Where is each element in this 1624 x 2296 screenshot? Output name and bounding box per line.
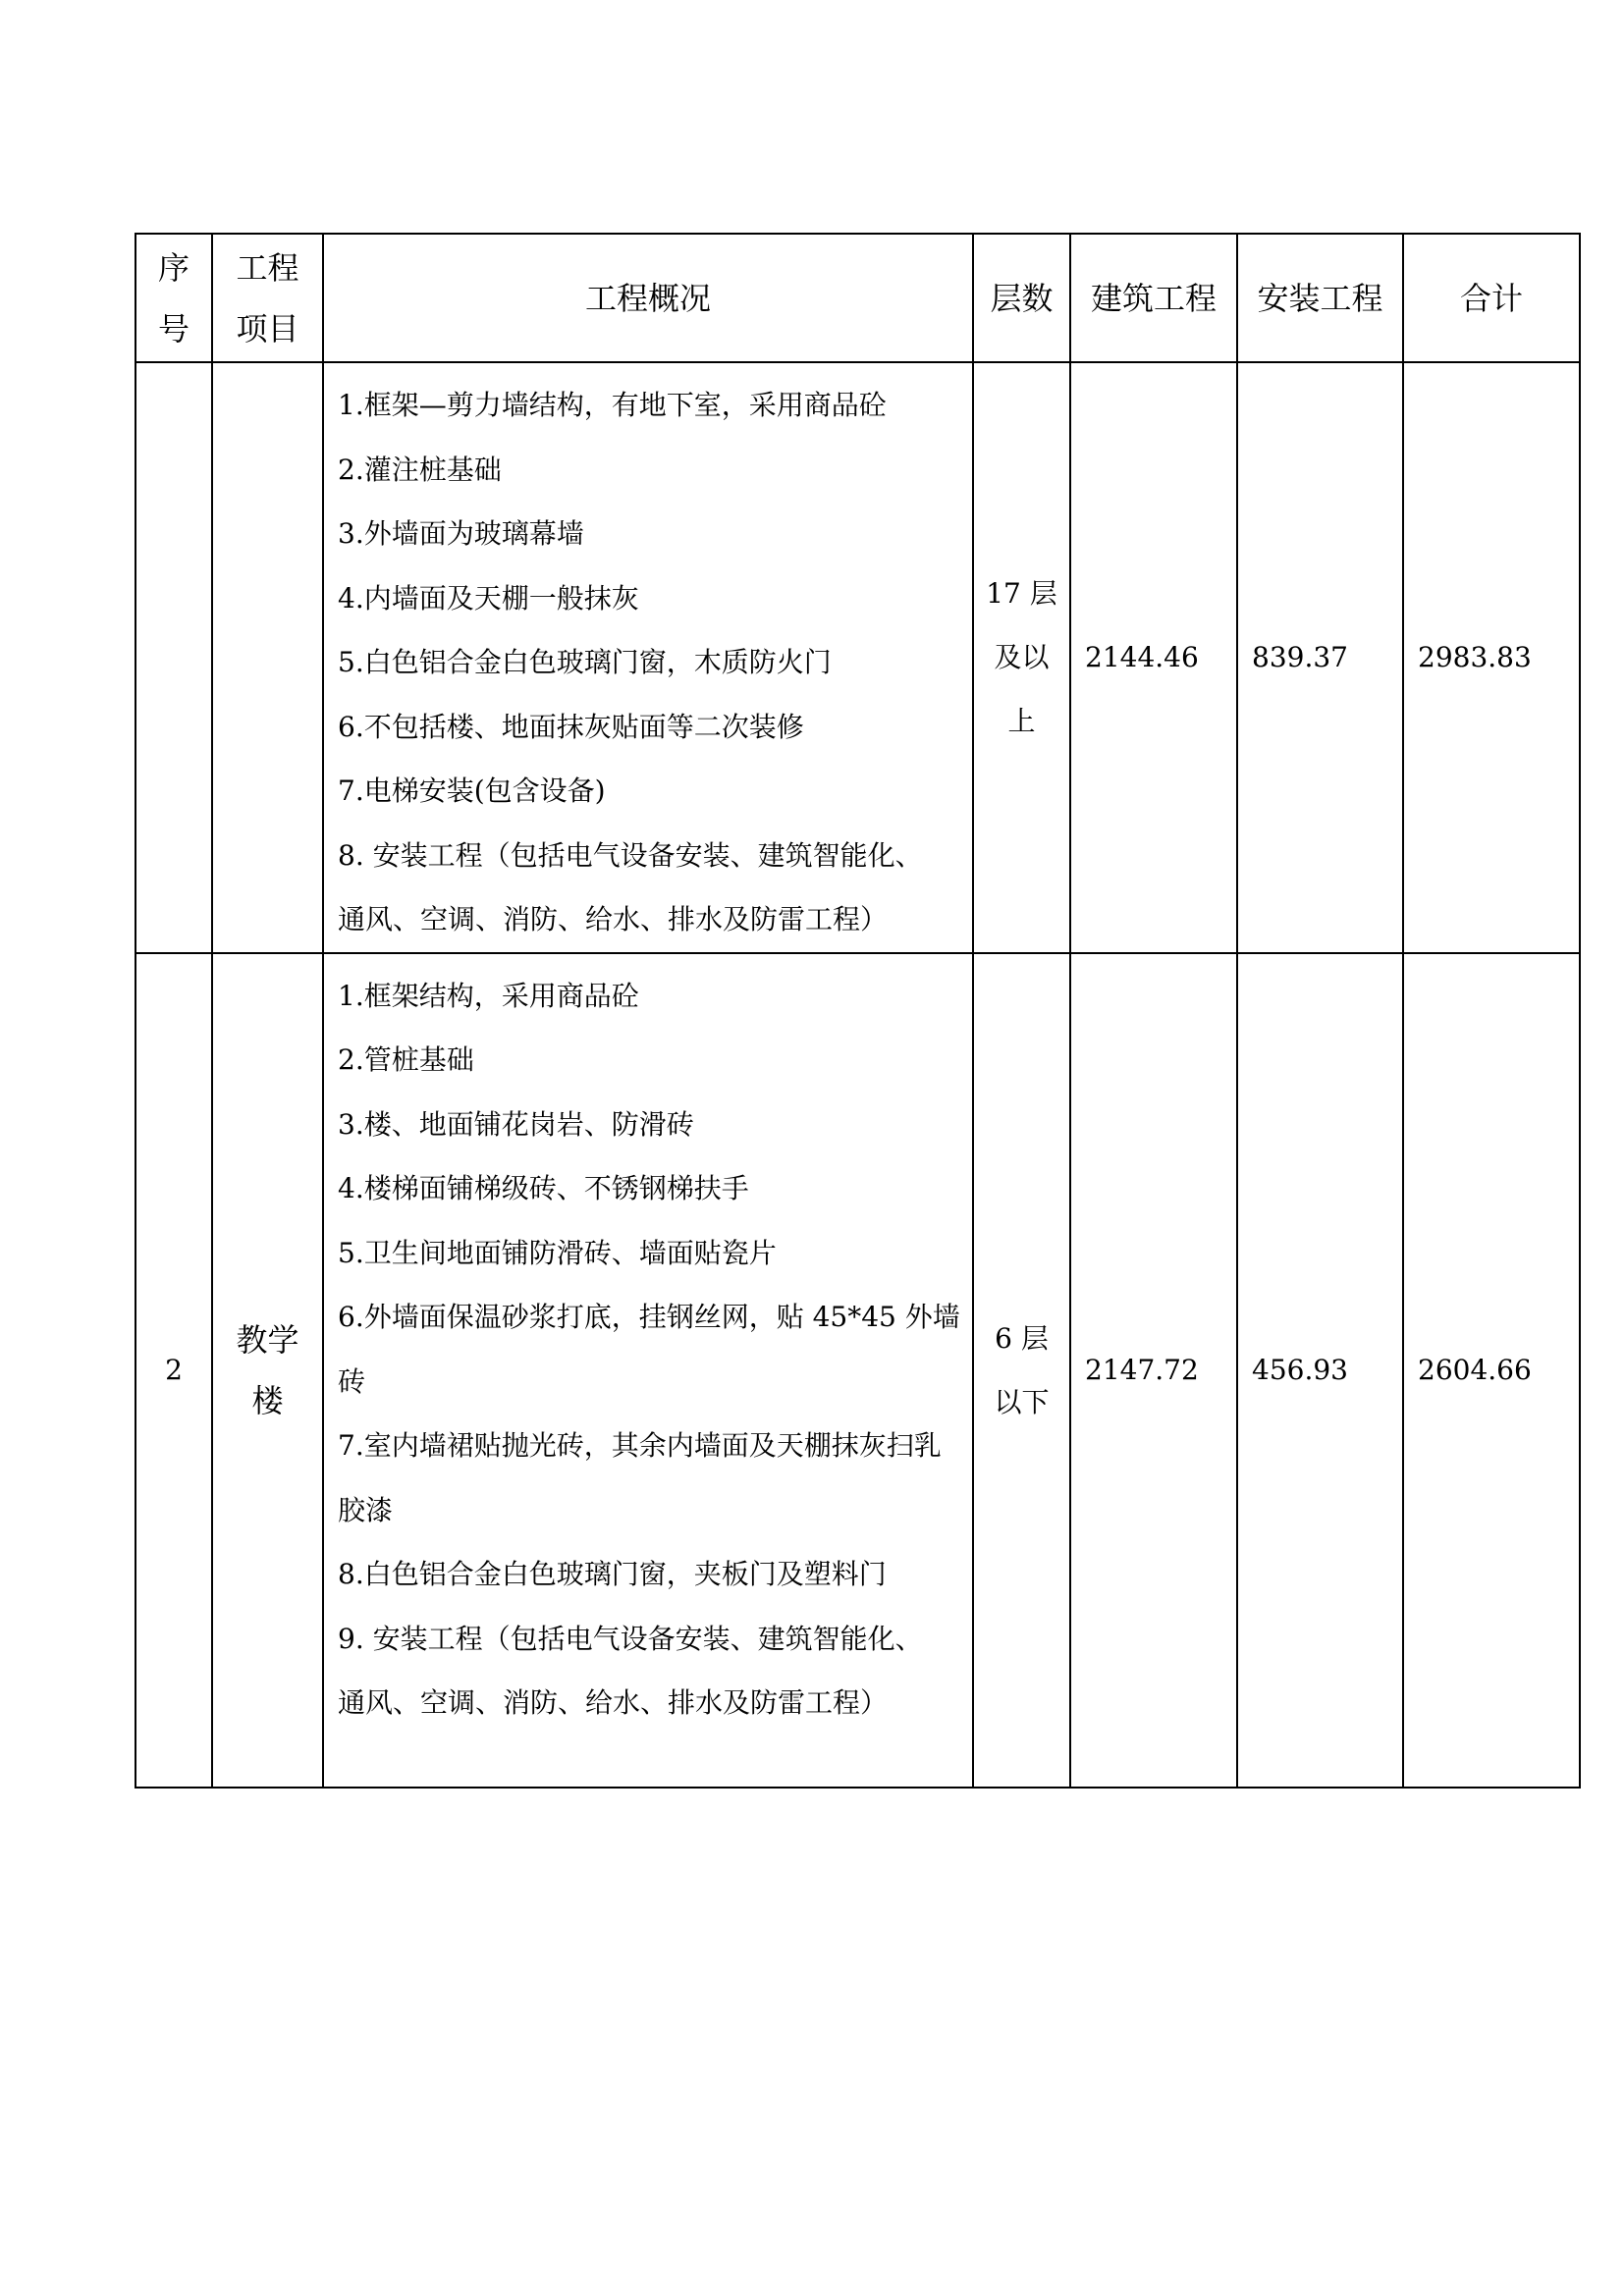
header-building: 建筑工程	[1070, 234, 1237, 362]
overview-line: 4.楼梯面铺梯级砖、不锈钢梯扶手	[338, 1172, 749, 1204]
row-total-cost: 2983.83	[1403, 362, 1580, 953]
overview-line: 8.白色铝合金白色玻璃门窗，夹板门及塑料门	[338, 1558, 887, 1590]
row-overview	[323, 953, 973, 1788]
row-item	[212, 362, 323, 953]
overview-line: 7.电梯安装(包含设备)	[338, 774, 606, 807]
header-seq-line: 号	[157, 309, 189, 347]
row-building-cost: 2147.72	[1070, 953, 1237, 1788]
row-floors	[973, 362, 1070, 953]
overview-line: 5.卫生间地面铺防滑砖、墙面贴瓷片	[338, 1236, 777, 1269]
project-cost-table	[135, 233, 1581, 1789]
table-header-row	[135, 234, 1580, 362]
floors-line: 6 层	[995, 1321, 1049, 1355]
overview-line: 6.不包括楼、地面抹灰贴面等二次装修	[338, 710, 804, 743]
overview-line: 2.管桩基础	[338, 1043, 474, 1076]
overview-line: 4.内墙面及天棚一般抹灰	[338, 581, 639, 614]
overview-line: 2.灌注桩基础	[338, 453, 502, 486]
item-line: 楼	[251, 1381, 284, 1419]
floors-line: 上	[1007, 705, 1036, 738]
overview-line: 通风、空调、消防、给水、排水及防雷工程）	[338, 903, 889, 935]
floors-line: 及以	[994, 641, 1050, 674]
row-seq: 2	[135, 953, 212, 1788]
header-floors: 层数	[973, 234, 1070, 362]
overview-line: 1.框架—剪力墙结构，有地下室，采用商品砼	[338, 389, 887, 421]
overview-line: 3.外墙面为玻璃幕墙	[338, 517, 584, 550]
row-building-cost: 2144.46	[1070, 362, 1237, 953]
overview-line: 3.楼、地面铺花岗岩、防滑砖	[338, 1107, 694, 1141]
header-seq-line: 序	[157, 248, 189, 287]
header-total: 合计	[1403, 234, 1580, 362]
overview-line: 1.框架结构，采用商品砼	[338, 979, 639, 1012]
overview-line: 6.外墙面保温砂浆打底，挂钢丝网，贴 45*45 外墙	[338, 1301, 960, 1333]
header-item-line: 项目	[236, 309, 299, 347]
table-row	[135, 362, 1580, 953]
overview-line: 砖	[338, 1364, 366, 1398]
row-item	[212, 953, 323, 1788]
overview-line: 5.白色铝合金白色玻璃门窗，木质防火门	[338, 646, 832, 678]
header-item-line: 工程	[236, 248, 299, 287]
item-line: 教学	[236, 1320, 299, 1359]
floors-line: 以下	[994, 1385, 1050, 1418]
row-total-cost: 2604.66	[1403, 953, 1580, 1788]
header-item	[212, 234, 323, 362]
overview-line: 8. 安装工程（包括电气设备安装、建筑智能化、	[338, 838, 923, 872]
header-overview: 工程概况	[323, 234, 973, 362]
row-seq	[135, 362, 212, 953]
row-install-cost: 839.37	[1237, 362, 1403, 953]
overview-line: 胶漆	[338, 1493, 394, 1526]
overview-line: 9. 安装工程（包括电气设备安装、建筑智能化、	[338, 1622, 923, 1655]
floors-line: 17 层	[986, 577, 1057, 611]
header-seq	[135, 234, 212, 362]
overview-line: 7.室内墙裙贴抛光砖，其余内墙面及天棚抹灰扫乳	[338, 1429, 942, 1462]
row-install-cost: 456.93	[1237, 953, 1403, 1788]
row-overview	[323, 362, 973, 953]
header-install: 安装工程	[1237, 234, 1403, 362]
row-floors	[973, 953, 1070, 1788]
table-row	[135, 953, 1580, 1788]
overview-line: 通风、空调、消防、给水、排水及防雷工程）	[338, 1686, 889, 1719]
